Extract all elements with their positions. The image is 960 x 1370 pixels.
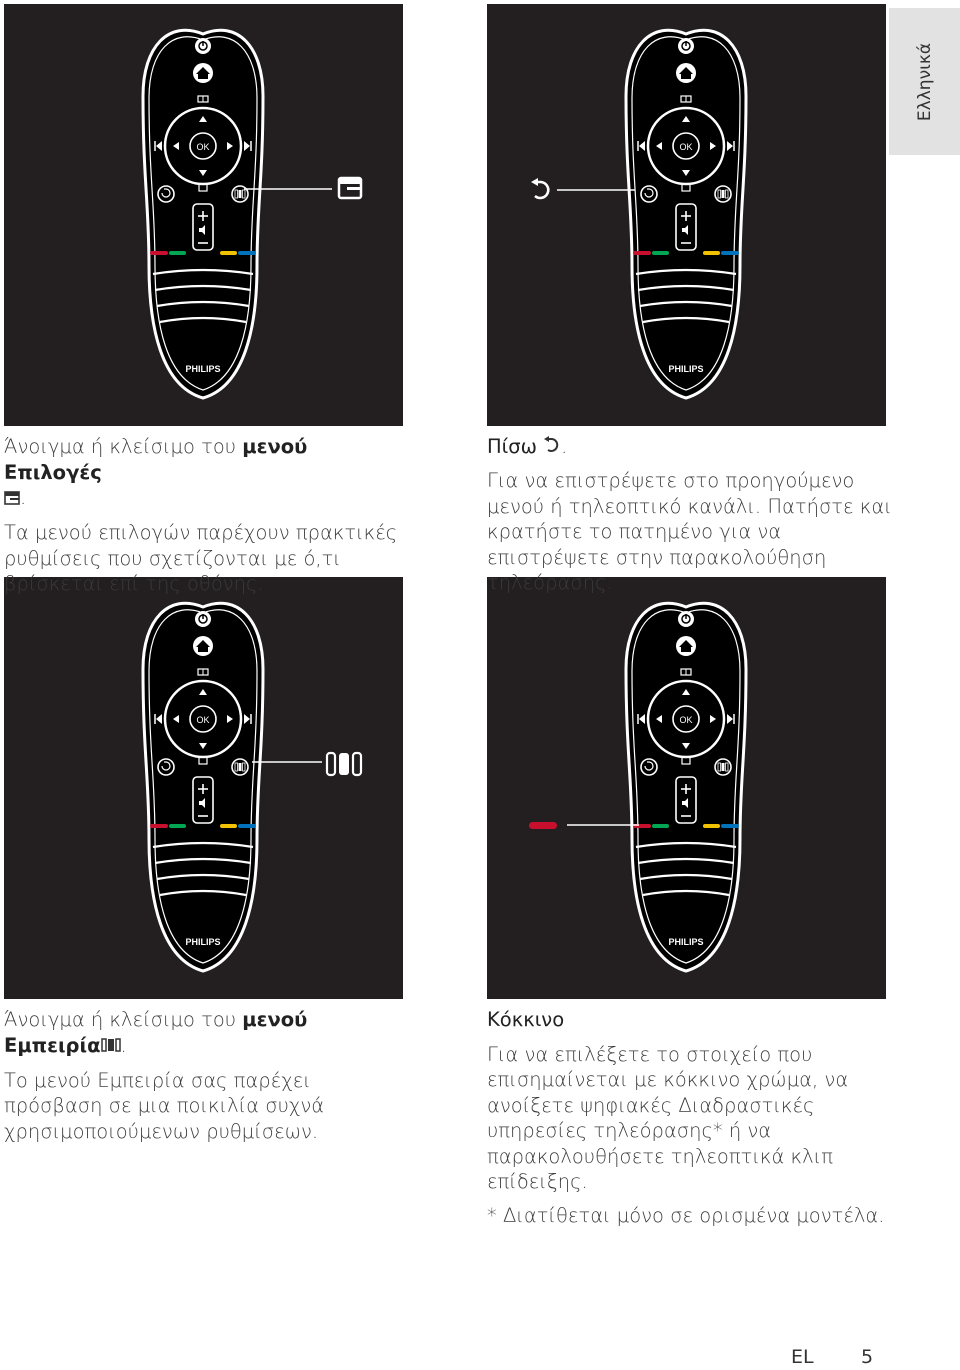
back-heading: Πίσω . [487, 434, 907, 460]
svg-text:PHILIPS: PHILIPS [185, 364, 221, 374]
options-paragraph: Τα μενού επιλογών παρέχουν πρακτικές ρυθμίσεις που σχετίζονται με ό,τι βρίσκεται επί της οθόνης. [4, 521, 398, 596]
options-menu-label: μενού Επιλογές [4, 435, 308, 484]
remote-control [143, 30, 263, 398]
remote-svg-experience [4, 577, 403, 999]
page-number: 5 [861, 1346, 874, 1368]
back-arrow-icon [543, 435, 561, 461]
svg-text:OK: OK [679, 715, 693, 725]
remote-illustration-experience [4, 577, 403, 999]
back-paragraph: Για να επιστρέψετε στο προηγούμενο μενού ή τηλεοπτικό κανάλι. Πατήστε και κρατήστε το πατημένο για να επιστρέψετε στην παρακολούθηση τηλεόρασης. [487, 469, 892, 595]
options-icon [4, 486, 20, 512]
red-key-icon [529, 822, 557, 829]
options-description [4, 434, 399, 597]
footer-language-code: EL [791, 1346, 814, 1368]
experience-menu-label: μενού Εμπειρία [4, 1008, 308, 1057]
remote-svg-back [487, 4, 886, 426]
remote-illustration-back [487, 4, 886, 426]
options-heading: Άνοιγμα ή κλείσιμο του μενού Επιλογές . [4, 434, 399, 511]
experience-paragraph: Το μενού Εμπειρία σας παρέχει πρόσβαση σε μια ποικιλία συχνά χρησιμοποιούμενων ρυθμίσεων. [4, 1068, 325, 1143]
remote-illustration-red [487, 577, 886, 999]
red-description [487, 1007, 907, 1228]
remote-illustration-options [4, 4, 403, 426]
remote-svg-options [4, 4, 403, 426]
back-description [487, 434, 907, 596]
experience-description [4, 1007, 404, 1144]
experience-icon [327, 753, 361, 775]
svg-text:PHILIPS: PHILIPS [185, 937, 221, 947]
remote-control [143, 603, 263, 971]
remote-control [626, 603, 746, 971]
remote-svg-red [487, 577, 886, 999]
red-heading: Κόκκινο [487, 1008, 565, 1031]
experience-heading: Άνοιγμα ή κλείσιμο του μενού Εμπειρία . [4, 1007, 404, 1059]
options-icon [339, 178, 361, 198]
experience-icon [101, 1033, 121, 1059]
language-tab-label: Ελληνικά [914, 42, 935, 121]
remote-control [626, 30, 746, 398]
svg-text:OK: OK [196, 142, 210, 152]
svg-text:PHILIPS: PHILIPS [668, 364, 704, 374]
svg-text:OK: OK [679, 142, 693, 152]
back-arrow-icon [531, 178, 548, 198]
red-paragraph: Για να επιλέξετε το στοιχείο που επισημαίνεται με κόκκινο χρώμα, να ανοίξετε ψηφιακές Διαδραστικές υπηρεσίες τηλεόρασης* ή να παρακολουθήσετε τηλεοπτικά κλιπ επίδειξης. [487, 1042, 849, 1193]
footnote: * Διατίθεται μόνο σε ορισμένα μοντέλα. [487, 1203, 885, 1227]
svg-text:OK: OK [196, 715, 210, 725]
svg-text:PHILIPS: PHILIPS [668, 937, 704, 947]
language-tab [889, 8, 960, 155]
